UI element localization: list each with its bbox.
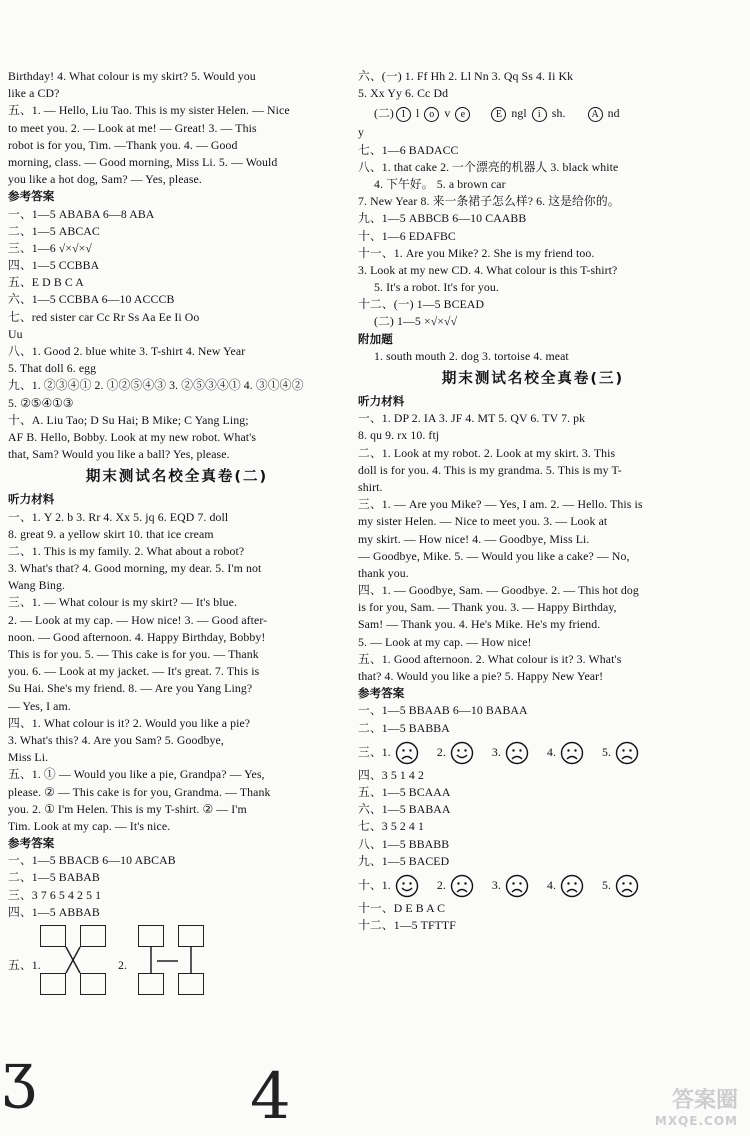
text-line: doll is for you. 4. This is my grandma. 5. This is my T- bbox=[358, 462, 622, 477]
subsection-heading: 参考答案 bbox=[358, 686, 405, 701]
letter-fragment: sh. bbox=[551, 106, 566, 121]
text-line: 十、1—6 EDAFBC bbox=[358, 228, 456, 243]
sad-face-icon bbox=[560, 874, 584, 898]
text-line: 四、1. What colour is it? 2. Would you like a pie? bbox=[8, 715, 251, 730]
subsection-heading: 听力材料 bbox=[358, 394, 405, 408]
left-column bbox=[8, 68, 346, 921]
face-item-number: 2. bbox=[436, 877, 446, 892]
face-item-number: 5. bbox=[602, 744, 612, 759]
text-line: is for you, Sam. — Thank you. 3. — Happy Birthday, bbox=[358, 600, 617, 615]
text-line: 一、1. Y 2. b 3. Rr 4. Xx 5. jq 6. EQD 7. doll bbox=[8, 509, 229, 524]
text-line: 七、3 5 2 4 1 bbox=[358, 819, 424, 834]
match-label-2: 2. bbox=[118, 958, 128, 972]
sad-face-icon bbox=[505, 874, 529, 898]
text-line: Miss Li. bbox=[8, 750, 49, 765]
text-line: like a CD? bbox=[8, 86, 60, 101]
sad-face-icon bbox=[450, 874, 474, 898]
handwritten-mark-center: 4 bbox=[250, 1060, 291, 1134]
bonus-heading: 附加题 bbox=[358, 331, 393, 346]
text-line: 六、1—5 CCBBA 6—10 ACCCB bbox=[8, 292, 175, 307]
subsection-heading: 听力材料 bbox=[8, 492, 55, 507]
text-line: 十、A. Liu Tao; D Su Hai; B Mike; C Yang Ling; bbox=[8, 412, 249, 427]
text-line: 五、1. ① — Would you like a pie, Grandpa? — Yes, bbox=[8, 767, 265, 782]
text-line: 二、1—5 ABCAC bbox=[8, 223, 100, 238]
text-line: 五、1—5 BCAAA bbox=[358, 784, 451, 799]
circled-letters-line bbox=[358, 102, 708, 124]
letter-fragment: nd bbox=[607, 106, 620, 121]
matching-diagram bbox=[40, 925, 220, 1000]
match-label-1: 五、1. bbox=[8, 958, 41, 972]
text-line: Sam! — Thank you. 4. He's Mike. He's my friend. bbox=[358, 617, 601, 632]
text-line: 十一、D E B A C bbox=[358, 900, 446, 915]
text-line: 十一、1. Are you Mike? 2. She is my friend too. bbox=[358, 245, 595, 260]
faces-row bbox=[358, 870, 708, 900]
text-line: 四、3 5 1 4 2 bbox=[358, 767, 424, 782]
text-line: 5. That doll 6. egg bbox=[8, 361, 97, 376]
right-column bbox=[358, 68, 708, 934]
section-title: 期末测试名校全真卷(二) bbox=[85, 469, 269, 486]
face-item-number: 3. bbox=[491, 744, 501, 759]
face-item-number: 1. bbox=[381, 877, 391, 892]
text-line: 六、(一) 1. Ff Hh 2. Ll Nn 3. Qq Ss 4. Ii Kk bbox=[358, 69, 574, 83]
circled-letter: e bbox=[455, 107, 470, 122]
letter-fragment: v bbox=[444, 106, 451, 121]
sad-face-icon bbox=[505, 741, 529, 765]
text-line: — Goodbye, Mike. 5. — Would you like a cake? — No, bbox=[358, 548, 630, 563]
text-line: (二) 1—5 ×√×√√ bbox=[374, 314, 458, 329]
text-line: 二、1. Look at my robot. 2. Look at my skirt. 3. This bbox=[358, 445, 616, 460]
text-line: 八、1. that cake 2. 一个漂亮的机器人 3. black white bbox=[358, 159, 619, 174]
face-item-number: 4. bbox=[546, 877, 557, 892]
text-line: you. 2. ① I'm Helen. This is my T-shirt. ② — I'm bbox=[8, 801, 247, 816]
text-line: you. 6. — Look at my jacket. — It's great. 7. This is bbox=[8, 664, 260, 679]
text-line: 四、1—5 ABBAB bbox=[8, 904, 100, 919]
circled-letter: o bbox=[424, 107, 439, 122]
happy-face-icon bbox=[395, 874, 419, 898]
text-line: 5. Xx Yy 6. Cc Dd bbox=[358, 86, 449, 101]
text-line: 4. 下午好。 5. a brown car bbox=[374, 176, 506, 191]
face-item-number: 1. bbox=[381, 744, 391, 759]
text-line: 一、1. DP 2. IA 3. JF 4. MT 5. QV 6. TV 7. pk bbox=[358, 411, 586, 426]
text-line: please. ② — This cake is for you, Grandma. — Thank bbox=[8, 784, 271, 799]
text-line: 三、1—6 √×√×√ bbox=[8, 240, 92, 255]
text-line: 3. What's that? 4. Good morning, my dear. 5. I'm not bbox=[8, 561, 262, 576]
happy-face-icon bbox=[450, 741, 474, 765]
text-line: This is for you. 5. — This cake is for you. — Thank bbox=[8, 647, 259, 661]
text-line: Uu bbox=[8, 326, 23, 341]
text-line: 三、1. — Are you Mike? — Yes, I am. 2. — Hello. This is bbox=[358, 497, 643, 512]
text-line: 七、red sister car Cc Rr Ss Aa Ee Ii Oo bbox=[8, 309, 200, 324]
text-line: you like a hot dog, Sam? — Yes, please. bbox=[8, 172, 202, 187]
text-line: Birthday! 4. What colour is my skirt? 5. Would you bbox=[8, 69, 256, 83]
letter-fragment: ngl bbox=[511, 106, 527, 121]
face-item-number: 5. bbox=[602, 877, 612, 892]
text-line: 八、1. Good 2. blue white 3. T-shirt 4. New Year bbox=[8, 344, 246, 358]
text-line: robot is for you, Tim. —Thank you. 4. — Good bbox=[8, 137, 238, 152]
text-line: 十二、1—5 TFTTF bbox=[358, 918, 456, 933]
faces-row-label: 十、 bbox=[358, 877, 382, 892]
subsection-heading: 参考答案 bbox=[8, 836, 55, 851]
faces-row bbox=[358, 737, 708, 767]
text-line: 2. — Look at my cap. — How nice! 3. — Good after- bbox=[8, 612, 268, 627]
circled-letter: A bbox=[588, 107, 603, 122]
text-line: AF B. Hello, Bobby. Look at my new robot. What's bbox=[8, 429, 257, 444]
text-line: that? 4. Would you like a pie? 5. Happy New Year! bbox=[358, 669, 604, 683]
text-line: 十二、(一) 1—5 BCEAD bbox=[358, 297, 485, 312]
text-line: 六、1—5 BABAA bbox=[358, 802, 451, 817]
text-line: thank you. bbox=[358, 565, 409, 580]
circled-letter: I bbox=[396, 107, 411, 122]
text-line: 5. — Look at my cap. — How nice! bbox=[358, 634, 532, 649]
parallel-lines bbox=[130, 925, 220, 1000]
text-line: — Yes, I am. bbox=[8, 698, 71, 713]
sad-face-icon bbox=[395, 741, 419, 765]
text-line: to meet you. 2. — Look at me! — Great! 3. — This bbox=[8, 120, 257, 135]
text-line: 五、E D B C A bbox=[8, 275, 84, 290]
circle-line-prefix: (二) bbox=[374, 106, 394, 121]
text-line: 二、1. This is my family. 2. What about a robot? bbox=[8, 543, 245, 558]
handwritten-mark-left: ʒ bbox=[2, 1040, 36, 1110]
text-line: 3. What's this? 4. Are you Sam? 5. Goodbye, bbox=[8, 732, 224, 747]
text-line: 一、1—5 BBAAB 6—10 BABAA bbox=[358, 703, 528, 718]
text-line: my skirt. — How nice! 4. — Goodbye, Miss Li. bbox=[358, 531, 590, 546]
letter-fragment: l bbox=[415, 106, 420, 121]
text-line: my sister Helen. — Nice to meet you. 3. — Look at bbox=[358, 514, 608, 529]
text-line: y bbox=[358, 125, 364, 140]
text-line: 四、1—5 CCBBA bbox=[8, 258, 100, 273]
text-line: 3. Look at my new CD. 4. What colour is this T-shirt? bbox=[358, 262, 618, 277]
text-line: Wang Bing. bbox=[8, 578, 66, 593]
face-item-number: 4. bbox=[546, 744, 557, 759]
section-title: 期末测试名校全真卷(三) bbox=[441, 371, 625, 387]
circled-letter: E bbox=[491, 107, 506, 122]
text-line: 8. great 9. a yellow skirt 10. that ice cream bbox=[8, 526, 214, 541]
text-line: shirt. bbox=[358, 479, 383, 494]
sad-face-icon bbox=[615, 741, 639, 765]
text-line: 5. ②⑤④①③ bbox=[8, 395, 74, 410]
text-line: 九、1. ②③④① 2. ①②⑤④③ 3. ②⑤③④① 4. ③①④② bbox=[8, 378, 304, 393]
text-line: morning, class. — Good morning, Miss Li. 5. — Would bbox=[8, 154, 278, 169]
text-line: noon. — Good afternoon. 4. Happy Birthday, Bobby! bbox=[8, 629, 266, 644]
watermark bbox=[655, 1083, 738, 1128]
cross-lines bbox=[40, 925, 120, 1000]
circled-letter: i bbox=[532, 107, 547, 122]
text-line: 八、1—5 BBABB bbox=[358, 836, 450, 851]
face-item-number: 2. bbox=[436, 744, 446, 759]
text-line: 四、1. — Goodbye, Sam. — Goodbye. 2. — This hot dog bbox=[358, 583, 639, 598]
text-line: 7. New Year 8. 来一条裙子怎么样? 6. 这是给你的。 bbox=[358, 194, 620, 209]
text-line: 九、1—5 BACED bbox=[358, 853, 450, 868]
text-line: 三、1. — What colour is my skirt? — It's blue. bbox=[8, 595, 237, 610]
watermark-logo: 答案圈 bbox=[671, 1088, 738, 1113]
text-line: Tim. Look at my cap. — It's nice. bbox=[8, 818, 171, 833]
answer-key-heading: 参考答案 bbox=[8, 189, 55, 204]
face-item-number: 3. bbox=[491, 877, 501, 892]
sad-face-icon bbox=[615, 874, 639, 898]
text-line: 五、1. — Hello, Liu Tao. This is my sister Helen. — Nice bbox=[8, 103, 290, 118]
text-line: 一、1—5 BBACB 6—10 ABCAB bbox=[8, 853, 176, 868]
text-line: 一、1—5 ABABA 6—8 ABA bbox=[8, 206, 155, 221]
text-line: 二、1—5 BABBA bbox=[358, 720, 450, 735]
text-line: 七、1—6 BADACC bbox=[358, 142, 459, 157]
text-line: 5. It's a robot. It's for you. bbox=[374, 280, 499, 295]
sad-face-icon bbox=[560, 741, 584, 765]
text-line: 二、1—5 BABAB bbox=[8, 870, 100, 885]
faces-row-label: 三、 bbox=[358, 744, 382, 759]
text-line: 五、1. Good afternoon. 2. What colour is it? 3. What's bbox=[358, 651, 622, 666]
watermark-url: MXQE.COM bbox=[654, 1114, 738, 1128]
text-line: 九、1—5 ABBCB 6—10 CAABB bbox=[358, 211, 527, 226]
text-line: 1. south mouth 2. dog 3. tortoise 4. meat bbox=[374, 348, 569, 363]
text-line: 8. qu 9. rx 10. ftj bbox=[358, 428, 440, 443]
text-line: that, Sam? Would you like a ball? Yes, please. bbox=[8, 447, 230, 462]
text-line: 三、3 7 6 5 4 2 5 1 bbox=[8, 887, 102, 902]
text-line: Su Hai. She's my friend. 8. — Are you Yang Ling? bbox=[8, 681, 253, 696]
